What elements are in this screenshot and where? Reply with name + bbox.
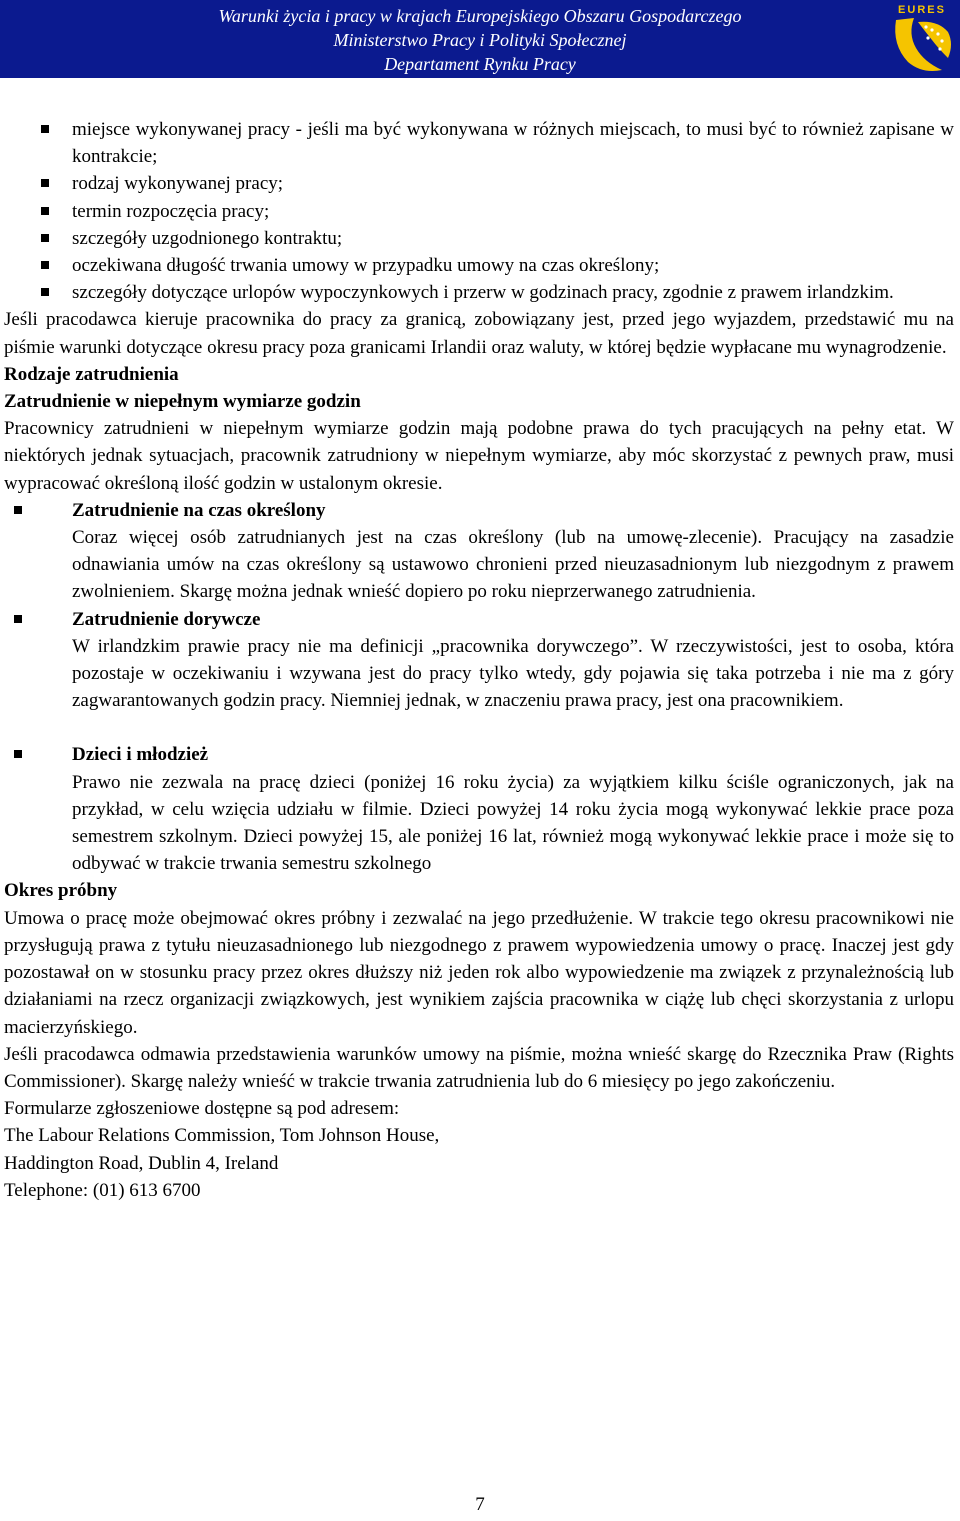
section-text-children: Prawo nie zezwala na pracę dzieci (poniżej 16 roku życia) za wyjątkiem kilku ściśle ograniczonych, jak na przykład, w celu wzięcia udziału w filmie. Dzieci powyżej 14 roku życia mogą wykonywać lekkie prace poza semestrem szkolnym. Dzieci powyżej 15, ale poniżej 16 lat, również mogą wykonywać lekkie prace i może się to odbywać w trakcie trwania semestru szkolnego	[72, 771, 954, 875]
section-text-fixed-term: Coraz więcej osób zatrudnianych jest na czas określony (lub na umowę-zlecenie). Pracujący na zasadzie odnawiania umów na czas określony są ustawowo chronieni przed nieuzasadnionym lub niezgodnym z prawem zwolnieniem. Skargę można jednak wnieść dopiero po roku nieprzerwanego zatrudnienia.	[72, 527, 954, 603]
header-department: Departament Rynku Pracy	[384, 54, 576, 74]
list-item: oczekiwana długość trwania umowy w przypadku umowy na czas określony;	[4, 252, 954, 279]
spacer	[4, 714, 954, 741]
page-number: 7	[475, 1494, 485, 1515]
heading-probation: Okres próbny	[4, 880, 118, 902]
address-phone: Telephone: (01) 613 6700	[4, 1179, 201, 1201]
header-text	[0, 4, 960, 76]
section-heading-casual: Zatrudnienie dorywcze	[4, 606, 954, 633]
eures-logo	[888, 0, 956, 78]
section-text-casual: W irlandzkim prawie pracy nie ma definicji „pracownika dorywczego”. W rzeczywistości, jest to osoba, która pozostaje w oczekiwaniu i wzywana jest do pracy tylko wtedy, gdy pojawia się taka potrzeba i nie ma z góry zagwarantowanych godzin pracy. Niemniej jednak, w znaczeniu prawa pracy, jest ona pracownikiem.	[72, 635, 954, 712]
address-line-1: The Labour Relations Commission, Tom Johnson House,	[4, 1125, 440, 1147]
address-intro: Formularze zgłoszeniowe dostępne są pod adresem:	[4, 1098, 400, 1120]
paragraph-part-time: Pracownicy zatrudnieni w niepełnym wymiarze godzin mają podobne prawa do tych pracujących na pełny etat. W niektórych jednak sytuacjach, pracownik zatrudniony w niepełnym wymiarze, aby móc skorzystać z pewnych praw, musi wypracować określoną ilość godzin w ustalonym okresie.	[4, 418, 954, 494]
header-title: Warunki życia i pracy w krajach Europejskiego Obszaru Gospodarczego	[218, 6, 742, 26]
address-line-2: Haddington Road, Dublin 4, Ireland	[4, 1152, 279, 1174]
heading-part-time: Zatrudnienie w niepełnym wymiarze godzin	[4, 391, 361, 413]
page-header	[0, 0, 960, 78]
paragraph-refusal: Jeśli pracodawca odmawia przedstawienia warunków umowy na piśmie, można wnieść skargę do Rzecznika Praw (Rights Commissioner). Skargę należy wnieść w trakcie trwania zatrudnienia lub do 6 miesięcy po jego zakończeniu.	[4, 1043, 954, 1092]
heading-employment-types: Rodzaje zatrudnienia	[4, 363, 179, 385]
paragraph-employer-abroad: Jeśli pracodawca kieruje pracownika do pracy za granicą, zobowiązany jest, przed jego wyjazdem, przedstawić mu na piśmie warunki dotyczące okresu pracy poza granicami Irlandii oraz waluty, w której będzie wypłacane mu wynagrodzenie.	[4, 309, 954, 358]
document-body	[4, 116, 954, 1204]
list-item: miejsce wykonywanej pracy - jeśli ma być wykonywana w różnych miejscach, to musi być to również zapisane w kontrakcie;	[4, 116, 954, 170]
list-item: rodzaj wykonywanej pracy;	[4, 170, 954, 197]
paragraph-probation: Umowa o pracę może obejmować okres próbny i zezwalać na jego przedłużenie. W trakcie tego okresu pracownikowi nie przysługują prawa z tytułu nieuzasadnionego lub niezgodnego z prawem wypowiedzenia umowy o pracę. Inaczej jest gdy pozostawał on w stosunku pracy przez okres dłuższy niż jeden rok albo wypowiedzenie ma związek z przynależnością lub działaniami na rzecz organizacji związkowych, jest wynikiem zajścia pracownika w ciążę lub chęci skorzystania z urlopu macierzyńskiego.	[4, 907, 954, 1038]
section-heading-fixed-term: Zatrudnienie na czas określony	[4, 497, 954, 524]
list-item: termin rozpoczęcia pracy;	[4, 198, 954, 225]
section-heading-children: Dzieci i młodzież	[4, 741, 954, 768]
header-ministry: Ministerstwo Pracy i Polityki Społecznej	[333, 30, 627, 50]
list-item: szczegóły uzgodnionego kontraktu;	[4, 225, 954, 252]
eures-logo-text: EURES	[898, 4, 946, 16]
list-item: szczegóły dotyczące urlopów wypoczynkowych i przerw w godzinach pracy, zgodnie z prawem irlandzkim.	[4, 279, 954, 306]
